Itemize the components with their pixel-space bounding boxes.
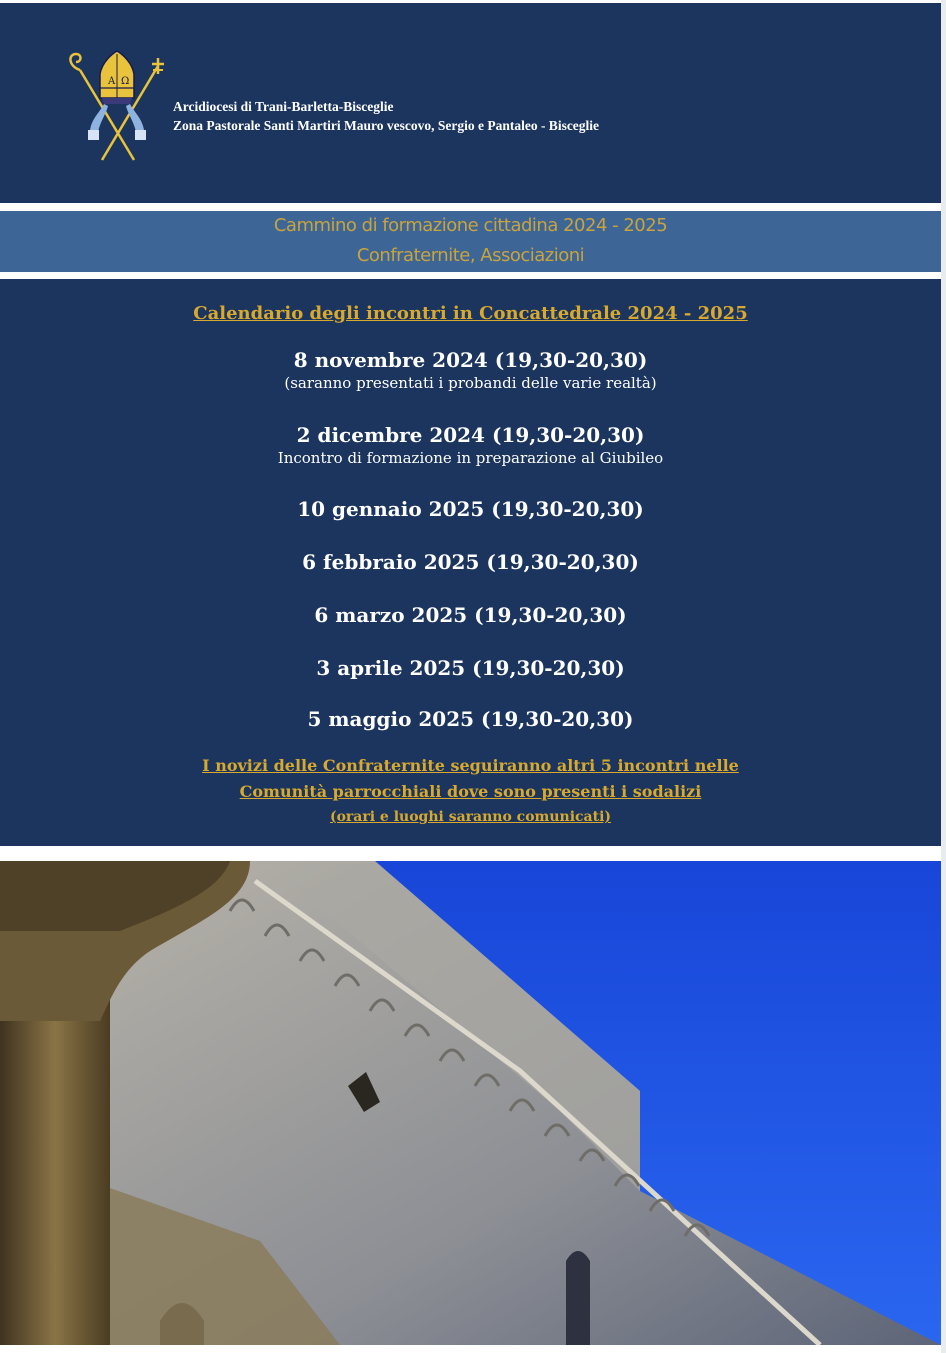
event-date: 6 febbraio 2025 (19,30-20,30)	[302, 550, 639, 574]
band-title: Cammino di formazione cittadina 2024 - 2025	[273, 215, 668, 236]
event-item	[0, 655, 941, 681]
event-date: 3 aprile 2025 (19,30-20,30)	[316, 656, 625, 680]
org-line-2: Zona Pastorale Santi Martiri Mauro vescovo, Sergio e Pantaleo - Bisceglie	[173, 118, 600, 133]
event-item	[0, 496, 941, 522]
event-item	[0, 602, 941, 628]
novizi-line-2: Comunità parrocchiali dove sono presenti i sodalizi	[239, 782, 702, 801]
band-subtitle: Confraternite, Associazioni	[356, 245, 585, 266]
organization-name	[173, 97, 599, 135]
event-note: (saranno presentati i probandi delle varie realtà)	[284, 374, 657, 392]
calendar-title: Calendario degli incontri in Concattedrale 2024 - 2025	[193, 303, 748, 324]
novizi-line-3: (orari e luoghi saranno comunicati)	[329, 809, 612, 825]
event-item	[0, 422, 941, 468]
event-date: 6 marzo 2025 (19,30-20,30)	[314, 603, 627, 627]
program-band	[0, 211, 941, 272]
header	[0, 3, 941, 203]
novizi-line-1: I novizi delle Confraternite seguiranno altri 5 incontri nelle	[202, 756, 739, 775]
calendar-section	[0, 279, 941, 846]
svg-text:Ω: Ω	[121, 76, 130, 87]
event-date: 5 maggio 2025 (19,30-20,30)	[307, 707, 634, 731]
event-date: 2 dicembre 2024 (19,30-20,30)	[296, 423, 645, 447]
cathedral-photo	[0, 861, 941, 1345]
novizi-notice	[0, 753, 941, 829]
event-date: 10 gennaio 2025 (19,30-20,30)	[297, 497, 644, 521]
event-note: Incontro di formazione in preparazione al Giubileo	[277, 449, 664, 467]
coat-of-arms-icon	[62, 48, 172, 166]
org-line-1: Arcidiocesi di Trani-Barletta-Bisceglie	[173, 99, 394, 114]
event-item	[0, 347, 941, 393]
event-item	[0, 549, 941, 575]
svg-text:A: A	[108, 76, 116, 87]
event-item	[0, 706, 941, 732]
event-date: 8 novembre 2024 (19,30-20,30)	[293, 348, 648, 372]
page-edge	[941, 0, 946, 1353]
